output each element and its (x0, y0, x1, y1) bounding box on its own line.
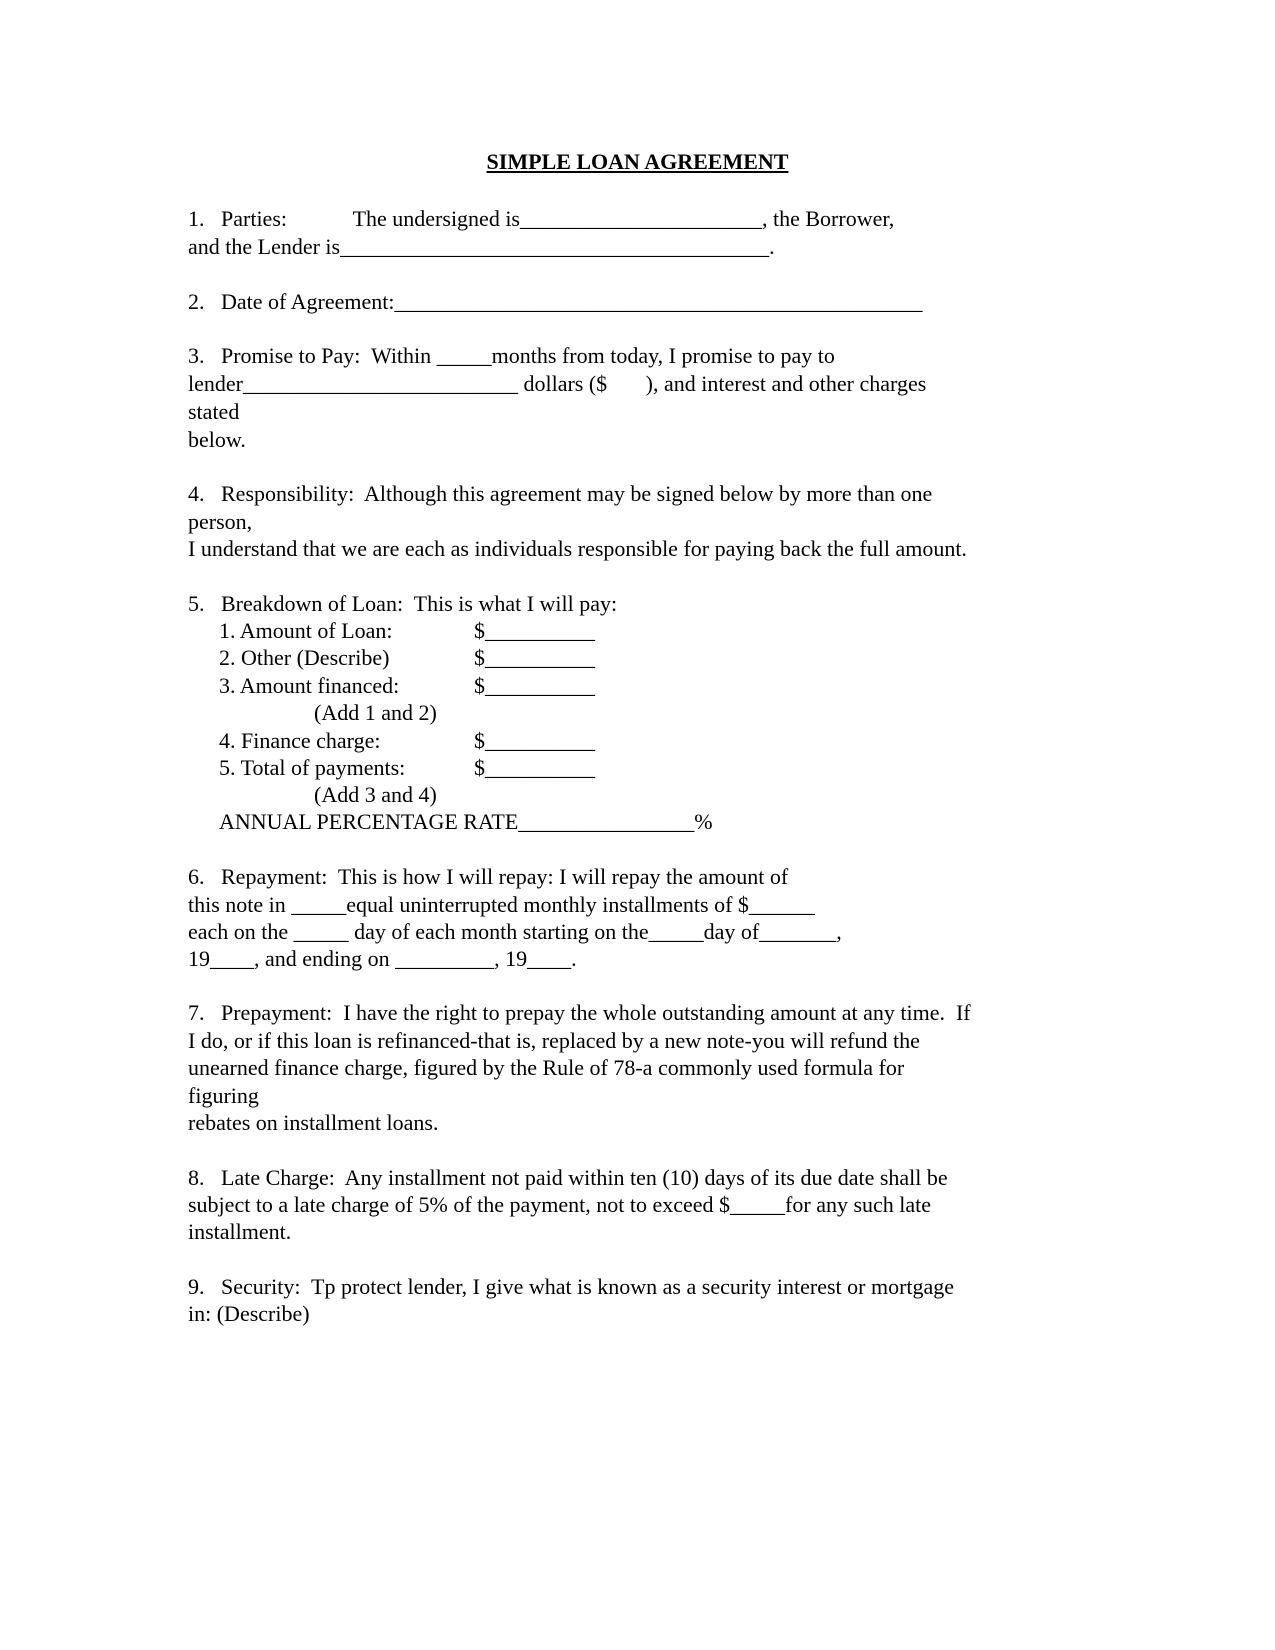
promise-line-4: below. (188, 427, 246, 452)
late-charge-line-3: installment. (188, 1219, 292, 1244)
repayment-line-3: each on the _____ day of each month starting on the_____day of_______, (188, 919, 842, 944)
prepayment-line-5: rebates on installment loans. (188, 1110, 439, 1135)
repayment-line-1: 6. Repayment: This is how I will repay: I will repay the amount of (188, 864, 789, 889)
prepayment-line-4: figuring (188, 1083, 259, 1108)
document-title: SIMPLE LOAN AGREEMENT (486, 149, 789, 174)
breakdown-item-label: 5. Total of payments: (219, 755, 406, 780)
breakdown-item-label: 2. Other (Describe) (219, 645, 390, 670)
repayment-line-2: this note in _____equal uninterrupted monthly installments of $______ (188, 892, 815, 917)
breakdown-item-value: $__________ (474, 728, 595, 753)
date-of-agreement-line: 2. Date of Agreement:________________________________________________ (188, 289, 923, 314)
breakdown-item-value: $__________ (474, 673, 595, 698)
breakdown-item-label: 4. Finance charge: (219, 728, 381, 753)
parties-line-1: 1. Parties: The undersigned is______________________, the Borrower, (188, 206, 895, 231)
promise-line-1: 3. Promise to Pay: Within _____months from today, I promise to pay to (188, 343, 835, 368)
prepayment-line-2: I do, or if this loan is refinanced-that is, replaced by a new note-you will refund the (188, 1028, 920, 1053)
responsibility-line-3: I understand that we are each as individuals responsible for paying back the full amount. (188, 536, 967, 561)
breakdown-item-value: $__________ (474, 645, 595, 670)
late-charge-line-1: 8. Late Charge: Any installment not paid within ten (10) days of its due date shall be (188, 1165, 948, 1190)
responsibility-line-2: person, (188, 509, 253, 534)
prepayment-line-1: 7. Prepayment: I have the right to prepay the whole outstanding amount at any time. If (188, 1000, 971, 1025)
repayment-line-4: 19____, and ending on _________, 19____. (188, 946, 577, 971)
responsibility-line-1: 4. Responsibility: Although this agreement may be signed below by more than one (188, 481, 933, 506)
security-line-2: in: (Describe) (188, 1301, 310, 1326)
breakdown-item-value: $__________ (474, 755, 595, 780)
breakdown-heading: 5. Breakdown of Loan: This is what I will pay: (188, 591, 618, 616)
promise-line-2: lender_________________________ dollars ($ ), and interest and other charges (188, 371, 927, 396)
breakdown-item-value: $__________ (474, 618, 595, 643)
prepayment-line-3: unearned finance charge, figured by the Rule of 78-a commonly used formula for (188, 1055, 905, 1080)
parties-line-2: and the Lender is_______________________________________. (188, 234, 775, 259)
promise-line-3: stated (188, 399, 240, 424)
breakdown-item-label: 3. Amount financed: (219, 673, 400, 698)
annual-percentage-rate: ANNUAL PERCENTAGE RATE________________% (219, 809, 713, 834)
late-charge-line-2: subject to a late charge of 5% of the payment, not to exceed $_____for any such late (188, 1192, 932, 1217)
breakdown-note: (Add 1 and 2) (314, 700, 437, 725)
breakdown-note: (Add 3 and 4) (314, 782, 437, 807)
breakdown-item-label: 1. Amount of Loan: (219, 618, 393, 643)
security-line-1: 9. Security: Tp protect lender, I give what is known as a security interest or mortgage (188, 1274, 955, 1299)
